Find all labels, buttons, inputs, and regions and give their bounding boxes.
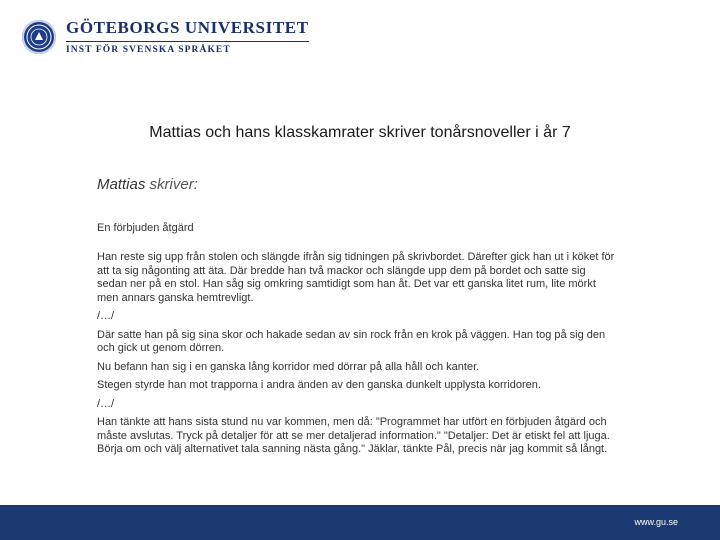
story-paragraph: Han tänkte att hans sista stund nu var kommen, men då: "Programmet har utfört en förbjuden åtgärd och måste avslutas. Tryck på detaljer för att se mer detaljerad information." "Detaljer: Det är etiskt fel att ljuga. Börja om och välj alternativet tala sanning nästa gång." Jäklar, tänkte Pål, precis när jag kommit så långt. bbox=[97, 416, 610, 455]
story-paragraph: /…/ bbox=[97, 397, 115, 410]
footer-bar bbox=[0, 505, 720, 540]
slide-title: Mattias och hans klasskamrater skriver tonårsnoveller i år 7 bbox=[149, 124, 571, 141]
university-seal-icon bbox=[22, 20, 56, 54]
department-name: INST FÖR SVENSKA SPRÅKET bbox=[66, 41, 309, 56]
story-title: En förbjuden åtgärd bbox=[97, 221, 194, 234]
story-paragraph: /…/ bbox=[97, 310, 115, 322]
slide-content bbox=[97, 178, 617, 462]
author-suffix: skriver: bbox=[145, 176, 198, 193]
story-paragraph: Han reste sig upp från stolen och slängde ifrån sig tidningen på skrivbordet. Därefter gick han ut i köket för att ta sig någonting att äta. Där bredde han två mackor och slängde upp dem på bordet och satte sig sedan ner på en stol. Han såg sig omkring samtidigt som han åt. Det var ett ganska litet rum, lite mörkt men annars ganska hemtrevligt. bbox=[97, 251, 615, 304]
university-name: GÖTEBORGS UNIVERSITET bbox=[66, 17, 309, 37]
story-paragraph: Stegen styrde han mot trapporna i andra änden av den ganska dunkelt upplysta korridoren. bbox=[97, 379, 541, 391]
footer-url-link[interactable]: www.gu.se bbox=[634, 517, 678, 527]
story-paragraph: Nu befann han sig i en ganska lång korridor med dörrar på alla håll och kanter. bbox=[97, 360, 480, 373]
author-name: Mattias bbox=[97, 176, 146, 193]
university-header bbox=[22, 14, 309, 60]
author-line bbox=[97, 178, 617, 192]
story-paragraph: Där satte han på sig sina skor och hakade sedan av sin rock från en krok på väggen. Han tog på sig den och gick ut genom dörren. bbox=[97, 328, 606, 354]
